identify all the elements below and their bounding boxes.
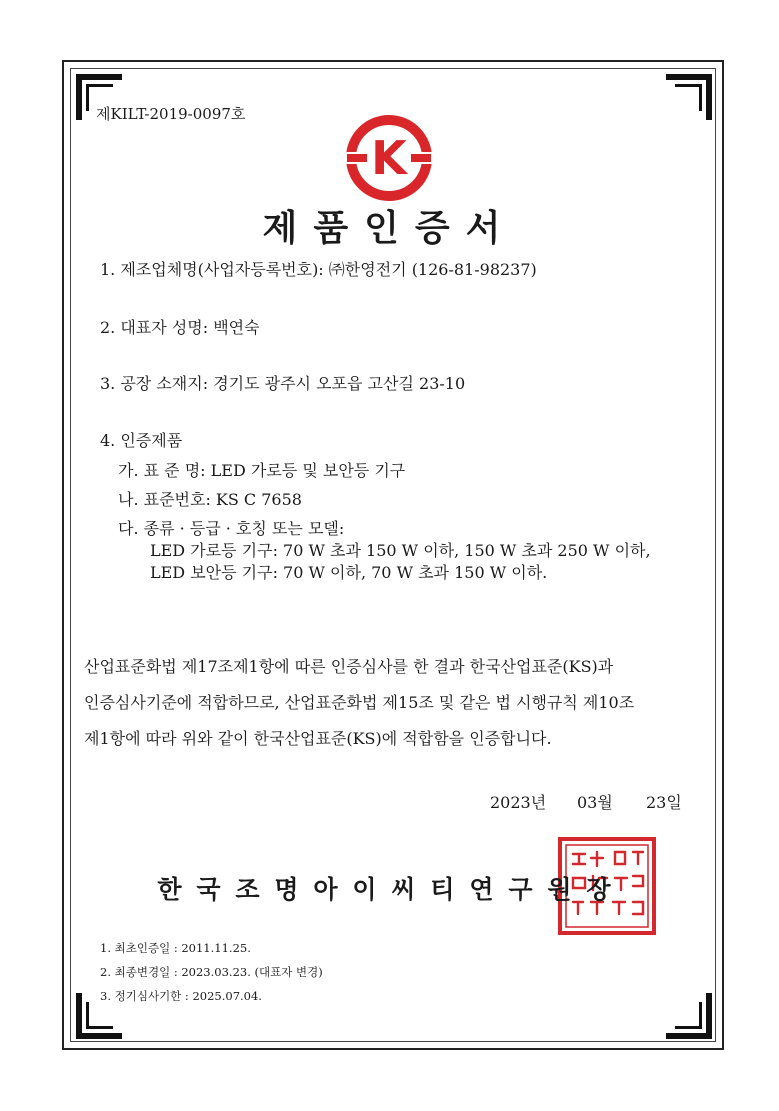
note-last-change: 2. 최종변경일 : 2023.03.23. (대표자 변경) [100, 965, 323, 979]
corner-ornament-bottom-left-inner [86, 1002, 113, 1029]
issue-month: 03월 [577, 793, 613, 812]
body-text-line-2: 인증심사기준에 적합하므로, 산업표준화법 제15조 및 같은 법 시행규칙 제10조 [84, 693, 635, 712]
body-text-line-1: 산업표준화법 제17조제1항에 따른 인증심사를 한 결과 한국산업표준(KS)과 [84, 657, 614, 676]
certificate-number: 제KILT-2019-0097호 [96, 105, 246, 123]
issue-day: 23일 [646, 793, 682, 812]
item-factory: 3. 공장 소재지: 경기도 광주시 오포읍 고산길 23-10 [100, 374, 466, 393]
item-model-line-1: LED 가로등 기구: 70 W 초과 150 W 이하, 150 W 초과 250 W 이하, [150, 541, 651, 560]
item-model-line-2: LED 보안등 기구: 70 W 이하, 70 W 초과 150 W 이하. [150, 563, 548, 582]
logo-letter: K [371, 131, 407, 185]
ks-logo-icon [343, 112, 435, 204]
item-standard-name: 가. 표 준 명: LED 가로등 및 보안등 기구 [118, 461, 406, 480]
issuer-name: 한 국 조 명 아 이 씨 티 연 구 원 장 [157, 875, 611, 904]
note-audit-deadline: 3. 정기심사기한 : 2025.07.04. [100, 989, 262, 1003]
note-first-certification: 1. 최초인증일 : 2011.11.25. [100, 941, 251, 955]
issue-year: 2023년 [490, 793, 547, 812]
item-company: 1. 제조업체명(사업자등록번호): ㈜한영전기 (126-81-98237) [100, 260, 537, 279]
corner-ornament-top-right-inner [675, 84, 702, 111]
body-text-line-3: 제1항에 따라 위와 같이 한국산업표준(KS)에 적합함을 인증합니다. [84, 729, 552, 748]
item-models-heading: 다. 종류 · 등급 · 호칭 또는 모델: [118, 519, 345, 538]
item-product-heading: 4. 인증제품 [100, 431, 183, 450]
item-standard-number: 나. 표준번호: KS C 7658 [118, 490, 302, 509]
item-representative: 2. 대표자 성명: 백연숙 [100, 318, 260, 337]
document-title: 제품인증서 [262, 208, 517, 249]
corner-ornament-bottom-right-inner [675, 1002, 702, 1029]
